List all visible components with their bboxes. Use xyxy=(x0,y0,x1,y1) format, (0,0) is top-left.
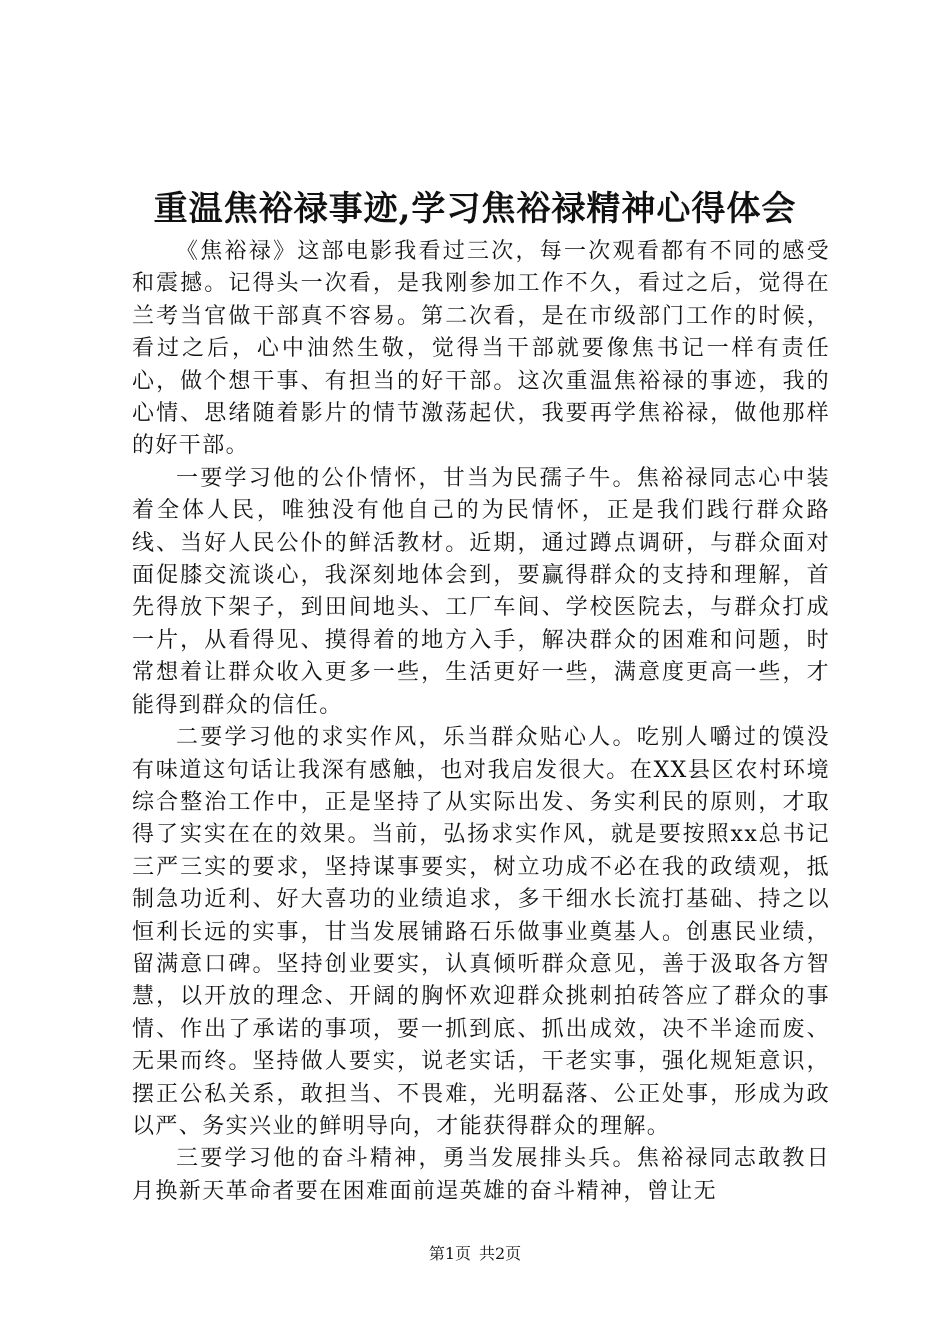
paragraph-intro: 《焦裕禄》这部电影我看过三次，每一次观看都有不同的感受和震撼。记得头一次看，是我刚参加工作不久，看过之后，觉得在兰考当官做干部真不容易。第二次看，是在市级部门工作的时候，看过之后，心中油然生敬，觉得当干部就要像焦书记一样有责任心，做个想干事、有担当的好干部。这次重温焦裕禄的事迹，我的心情、思绪随着影片的情节激荡起伏，我要再学焦裕禄，做他那样的好干部。 xyxy=(132,239,830,459)
page-number: 第1页 xyxy=(428,1244,471,1263)
paragraph-point-three: 三要学习他的奋斗精神，勇当发展排头兵。焦裕禄同志敢教日月换新天革命者要在困难面前逞英雄的奋斗精神，曾让无 xyxy=(132,1146,830,1204)
paragraph-point-one: 一要学习他的公仆情怀，甘当为民孺子牛。焦裕禄同志心中装着全体人民，唯独没有他自己的为民情怀，正是我们践行群众路线、当好人民公仆的鲜活教材。近期，通过蹲点调研，与群众面对面促膝交流谈心，我深刻地体会到，要赢得群众的支持和理解，首先得放下架子，到田间地头、工厂车间、学校医院去，与群众打成一片，从看得见、摸得着的地方入手，解决群众的困难和问题，时常想着让群众收入更多一些，生活更好一些，满意度更高一些，才能得到群众的信任。 xyxy=(132,465,830,718)
document-title: 重温焦裕禄事迹,学习焦裕禄精神心得体会 xyxy=(153,189,797,229)
document-body xyxy=(132,236,830,1208)
page-total: 共2页 xyxy=(479,1244,522,1263)
paragraph-point-two: 二要学习他的求实作风，乐当群众贴心人。吃别人嚼过的馍没有味道这句话让我深有感触，也对我启发很大。在XX县区农村环境综合整治工作中，正是坚持了从实际出发、务实利民的原则，才取得了实实在在的效果。当前，弘扬求实作风，就是要按照xx总书记三严三实的要求，坚持谋事要实，树立功成不必在我的政绩观，抵制急功近利、好大喜功的业绩追求，多干细水长流打基础、持之以恒利长远的实事，甘当发展铺路石乐做事业奠基人。创惠民业绩，留满意口碑。坚持创业要实，认真倾听群众意见，善于汲取各方智慧，以开放的理念、开阔的胸怀欢迎群众挑刺拍砖答应了群众的事情、作出了承诺的事项，要一抓到底、抓出成效，决不半途而废、无果而终。坚持做人要实，说老实话，干老实事，强化规矩意识，摆正公私关系，敢担当、不畏难，光明磊落、公正处事，形成为政以严、务实兴业的鲜明导向，才能获得群众的理解。 xyxy=(132,725,830,1139)
page-footer xyxy=(0,1243,950,1265)
